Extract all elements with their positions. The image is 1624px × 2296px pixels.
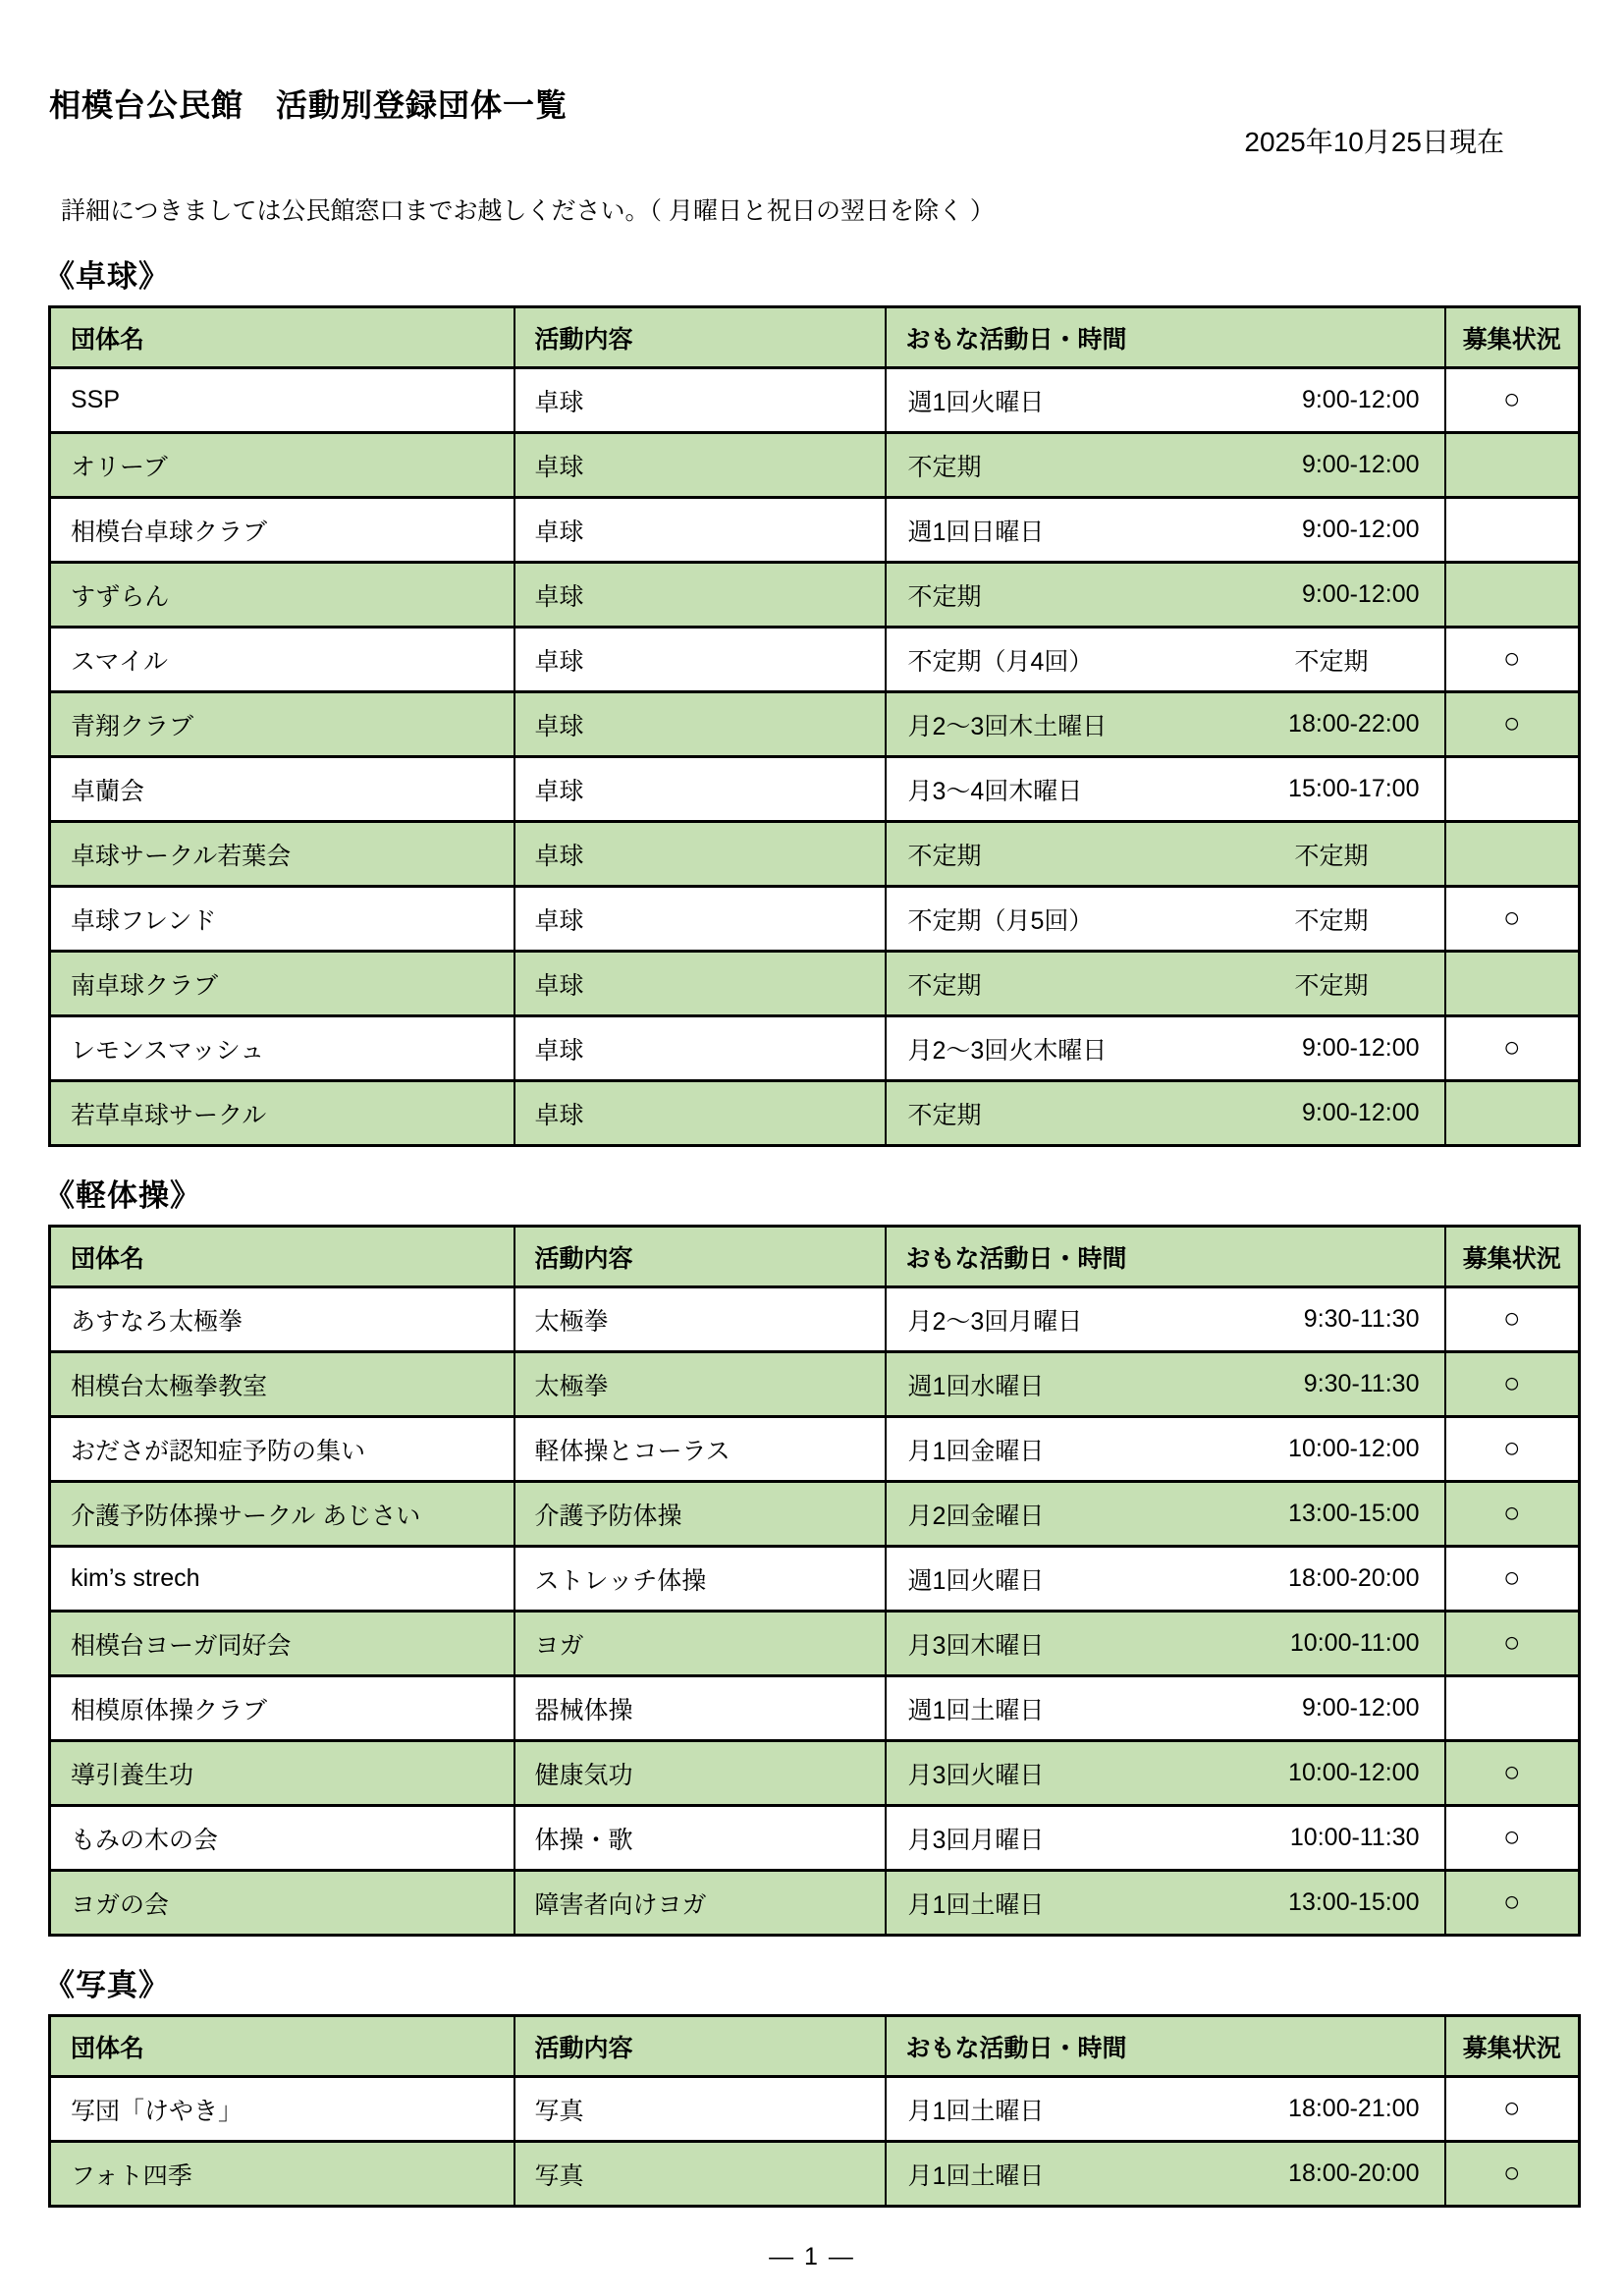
day-time-cell bbox=[886, 1676, 1445, 1741]
column-header-activity: 活動内容 bbox=[514, 1227, 886, 1287]
activity: 軽体操とコーラス bbox=[514, 1417, 886, 1482]
page-title: 相模台公民館 活動別登録団体一覧 bbox=[49, 87, 568, 123]
activity-time: 13:00-15:00 bbox=[1288, 1888, 1420, 1916]
recruit-status bbox=[1445, 952, 1580, 1016]
activity-day: 月1回土曜日 bbox=[907, 2097, 1045, 2125]
group-name: オリーブ bbox=[50, 433, 514, 498]
day-time-cell bbox=[886, 1287, 1445, 1352]
recruit-status bbox=[1445, 757, 1580, 822]
day-time-wrap bbox=[908, 1691, 1420, 1726]
activity-day: 不定期 bbox=[907, 971, 982, 1000]
group-name: 相模台ヨーガ同好会 bbox=[50, 1612, 514, 1676]
activity-day: 月1回土曜日 bbox=[907, 2161, 1045, 2190]
recruit-status: ○ bbox=[1445, 628, 1580, 692]
table-row bbox=[50, 887, 1580, 952]
recruit-status: ○ bbox=[1445, 1612, 1580, 1676]
recruit-status bbox=[1445, 498, 1580, 563]
activity-time: 9:00-12:00 bbox=[1301, 451, 1420, 478]
group-name: すずらん bbox=[50, 563, 514, 628]
activity: ヨガ bbox=[514, 1612, 886, 1676]
day-time-cell bbox=[886, 822, 1445, 887]
column-header-activity: 活動内容 bbox=[514, 307, 886, 368]
day-time-cell bbox=[886, 433, 1445, 498]
activity-section bbox=[44, 1171, 1575, 1937]
group-name: 卓球フレンド bbox=[50, 887, 514, 952]
recruit-status bbox=[1445, 822, 1580, 887]
recruit-status: ○ bbox=[1445, 2142, 1580, 2207]
table-row bbox=[50, 1417, 1580, 1482]
section-heading: 《卓球》 bbox=[44, 259, 170, 294]
group-name: あすなろ太極拳 bbox=[50, 1287, 514, 1352]
groups-table bbox=[48, 305, 1581, 1147]
day-time-cell bbox=[886, 1871, 1445, 1936]
table-row bbox=[50, 1741, 1580, 1806]
activity: 体操・歌 bbox=[514, 1806, 886, 1871]
activity-time: 10:00-12:00 bbox=[1288, 1759, 1420, 1786]
activity: 障害者向けヨガ bbox=[514, 1871, 886, 1936]
activity: 卓球 bbox=[514, 887, 886, 952]
section-heading: 《写真》 bbox=[44, 1968, 170, 2002]
page-number: ― 1 ― bbox=[769, 2243, 855, 2270]
column-header-activity: 活動内容 bbox=[514, 2016, 886, 2077]
recruit-status: ○ bbox=[1445, 692, 1580, 757]
activity-time: 不定期 bbox=[1294, 842, 1369, 870]
table-row bbox=[50, 368, 1580, 433]
group-name: 介護予防体操サークル あじさい bbox=[50, 1482, 514, 1547]
group-name: 導引養生功 bbox=[50, 1741, 514, 1806]
table-row bbox=[50, 692, 1580, 757]
day-time-wrap bbox=[908, 1367, 1420, 1402]
day-time-cell bbox=[886, 952, 1445, 1016]
day-time-cell bbox=[886, 2077, 1445, 2142]
day-time-wrap bbox=[908, 1886, 1420, 1921]
day-time-wrap bbox=[908, 1497, 1420, 1532]
table-row bbox=[50, 2142, 1580, 2207]
table-row bbox=[50, 433, 1580, 498]
group-name: レモンスマッシュ bbox=[50, 1016, 514, 1081]
day-time-cell bbox=[886, 1547, 1445, 1612]
activity-day: 週1回土曜日 bbox=[907, 1696, 1045, 1724]
activity-time: 9:00-12:00 bbox=[1301, 1099, 1420, 1126]
day-time-wrap bbox=[908, 1626, 1420, 1662]
day-time-cell bbox=[886, 692, 1445, 757]
recruit-status bbox=[1445, 1676, 1580, 1741]
day-time-wrap bbox=[908, 513, 1420, 548]
group-name: 卓球サークル若葉会 bbox=[50, 822, 514, 887]
recruit-status bbox=[1445, 1081, 1580, 1146]
column-header-recruit-status: 募集状況 bbox=[1445, 307, 1580, 368]
column-header-recruit-status: 募集状況 bbox=[1445, 1227, 1580, 1287]
day-time-wrap bbox=[908, 1821, 1420, 1856]
day-time-cell bbox=[886, 498, 1445, 563]
activity-time: 9:00-12:00 bbox=[1301, 1694, 1420, 1722]
table-row bbox=[50, 1016, 1580, 1081]
table-row bbox=[50, 1482, 1580, 1547]
activity-day: 不定期 bbox=[907, 842, 982, 870]
activity: 卓球 bbox=[514, 692, 886, 757]
column-header-group-name: 団体名 bbox=[50, 307, 514, 368]
group-name: kim’s strech bbox=[50, 1547, 514, 1612]
activity-day: 週1回火曜日 bbox=[907, 388, 1045, 416]
column-header-day-time: おもな活動日・時間 bbox=[886, 2016, 1445, 2077]
day-time-wrap bbox=[908, 707, 1420, 742]
group-name: ヨガの会 bbox=[50, 1871, 514, 1936]
activity: 卓球 bbox=[514, 822, 886, 887]
recruit-status: ○ bbox=[1445, 1806, 1580, 1871]
recruit-status: ○ bbox=[1445, 1547, 1580, 1612]
activity-time: 9:30-11:30 bbox=[1303, 1370, 1420, 1397]
day-time-wrap bbox=[908, 772, 1420, 807]
day-time-wrap bbox=[908, 1096, 1420, 1131]
activity: 卓球 bbox=[514, 1016, 886, 1081]
activity-time: 不定期 bbox=[1294, 971, 1369, 1000]
activity: 卓球 bbox=[514, 757, 886, 822]
group-name: 南卓球クラブ bbox=[50, 952, 514, 1016]
day-time-cell bbox=[886, 628, 1445, 692]
table-row bbox=[50, 1676, 1580, 1741]
recruit-status: ○ bbox=[1445, 1287, 1580, 1352]
table-header bbox=[50, 1227, 1580, 1287]
table-row bbox=[50, 498, 1580, 563]
recruit-status: ○ bbox=[1445, 368, 1580, 433]
day-time-cell bbox=[886, 2142, 1445, 2207]
header-row bbox=[50, 1227, 1580, 1287]
table-row bbox=[50, 563, 1580, 628]
column-header-group-name: 団体名 bbox=[50, 2016, 514, 2077]
activity-day: 月2～3回月曜日 bbox=[907, 1307, 1083, 1336]
activity-day: 月3回木曜日 bbox=[907, 1631, 1045, 1660]
recruit-status: ○ bbox=[1445, 1016, 1580, 1081]
column-header-day-time: おもな活動日・時間 bbox=[886, 307, 1445, 368]
day-time-wrap bbox=[908, 1432, 1420, 1467]
group-name: スマイル bbox=[50, 628, 514, 692]
recruit-status: ○ bbox=[1445, 1871, 1580, 1936]
day-time-cell bbox=[886, 1417, 1445, 1482]
activity-time: 不定期 bbox=[1294, 647, 1369, 676]
day-time-cell bbox=[886, 1081, 1445, 1146]
day-time-wrap bbox=[908, 1031, 1420, 1066]
table-row bbox=[50, 757, 1580, 822]
group-name: 若草卓球サークル bbox=[50, 1081, 514, 1146]
header-row bbox=[50, 2016, 1580, 2077]
recruit-status bbox=[1445, 433, 1580, 498]
activity-day: 週1回火曜日 bbox=[907, 1566, 1045, 1595]
section-heading: 《軽体操》 bbox=[44, 1178, 201, 1213]
activity: 卓球 bbox=[514, 563, 886, 628]
activity-day: 週1回水曜日 bbox=[907, 1372, 1045, 1400]
table-row bbox=[50, 2077, 1580, 2142]
day-time-wrap bbox=[908, 1561, 1420, 1597]
day-time-cell bbox=[886, 1741, 1445, 1806]
recruit-status: ○ bbox=[1445, 887, 1580, 952]
table-row bbox=[50, 1547, 1580, 1612]
day-time-cell bbox=[886, 1612, 1445, 1676]
day-time-wrap bbox=[908, 902, 1420, 937]
day-time-wrap bbox=[908, 966, 1420, 1002]
day-time-cell bbox=[886, 563, 1445, 628]
activity-time: 13:00-15:00 bbox=[1288, 1500, 1420, 1527]
group-name: おださが認知症予防の集い bbox=[50, 1417, 514, 1482]
day-time-wrap bbox=[908, 2092, 1420, 2127]
day-time-wrap bbox=[908, 2157, 1420, 2192]
table-header bbox=[50, 307, 1580, 368]
day-time-wrap bbox=[908, 383, 1420, 418]
group-name: 青翔クラブ bbox=[50, 692, 514, 757]
activity-time: 不定期 bbox=[1294, 906, 1369, 935]
recruit-status bbox=[1445, 563, 1580, 628]
activity: 卓球 bbox=[514, 628, 886, 692]
activity: 太極拳 bbox=[514, 1287, 886, 1352]
header-row bbox=[50, 307, 1580, 368]
day-time-wrap bbox=[908, 642, 1420, 678]
activity-time: 9:00-12:00 bbox=[1301, 580, 1420, 608]
activity-day: 月1回金曜日 bbox=[907, 1437, 1045, 1465]
document-body bbox=[44, 251, 1575, 2208]
day-time-wrap bbox=[908, 448, 1420, 483]
activity: 卓球 bbox=[514, 498, 886, 563]
table-row bbox=[50, 822, 1580, 887]
group-name: 卓蘭会 bbox=[50, 757, 514, 822]
activity: 写真 bbox=[514, 2142, 886, 2207]
group-name: 相模原体操クラブ bbox=[50, 1676, 514, 1741]
document-subtitle: 詳細につきましては公民館窓口までお越しください。（ 月曜日と祝日の翌日を除く ） bbox=[61, 197, 995, 225]
table-row bbox=[50, 952, 1580, 1016]
group-name: 相模台卓球クラブ bbox=[50, 498, 514, 563]
activity-day: 週1回日曜日 bbox=[907, 518, 1045, 546]
recruit-status: ○ bbox=[1445, 1352, 1580, 1417]
activity-day: 月1回土曜日 bbox=[907, 1890, 1045, 1919]
column-header-group-name: 団体名 bbox=[50, 1227, 514, 1287]
group-name: もみの木の会 bbox=[50, 1806, 514, 1871]
activity-time: 9:30-11:30 bbox=[1303, 1305, 1420, 1333]
table-body bbox=[50, 368, 1580, 1146]
table-row bbox=[50, 628, 1580, 692]
activity-time: 10:00-12:00 bbox=[1288, 1435, 1420, 1462]
group-name: 相模台太極拳教室 bbox=[50, 1352, 514, 1417]
table-body bbox=[50, 2077, 1580, 2207]
activity-time: 9:00-12:00 bbox=[1301, 386, 1420, 413]
day-time-cell bbox=[886, 1806, 1445, 1871]
day-time-cell bbox=[886, 1016, 1445, 1081]
activity-day: 不定期（月5回） bbox=[907, 906, 1094, 935]
activity-time: 10:00-11:30 bbox=[1289, 1824, 1420, 1851]
recruit-status: ○ bbox=[1445, 2077, 1580, 2142]
activity: 太極拳 bbox=[514, 1352, 886, 1417]
day-time-cell bbox=[886, 368, 1445, 433]
column-header-day-time: おもな活動日・時間 bbox=[886, 1227, 1445, 1287]
group-name: 写団「けやき」 bbox=[50, 2077, 514, 2142]
activity-day: 月2～3回火木曜日 bbox=[907, 1036, 1108, 1065]
activity: 卓球 bbox=[514, 433, 886, 498]
table-row bbox=[50, 1287, 1580, 1352]
group-name: フォト四季 bbox=[50, 2142, 514, 2207]
activity-day: 不定期 bbox=[907, 453, 982, 481]
table-header bbox=[50, 2016, 1580, 2077]
day-time-cell bbox=[886, 887, 1445, 952]
activity-section bbox=[44, 251, 1575, 1147]
activity: 卓球 bbox=[514, 952, 886, 1016]
activity-day: 不定期 bbox=[907, 582, 982, 611]
activity-day: 月3～4回木曜日 bbox=[907, 777, 1083, 805]
activity: 器械体操 bbox=[514, 1676, 886, 1741]
activity: 健康気功 bbox=[514, 1741, 886, 1806]
activity-day: 月3回火曜日 bbox=[907, 1761, 1045, 1789]
day-time-wrap bbox=[908, 577, 1420, 613]
activity-time: 18:00-21:00 bbox=[1288, 2095, 1420, 2122]
activity: 卓球 bbox=[514, 1081, 886, 1146]
activity-time: 9:00-12:00 bbox=[1301, 1034, 1420, 1062]
table-row bbox=[50, 1806, 1580, 1871]
day-time-wrap bbox=[908, 837, 1420, 872]
day-time-cell bbox=[886, 1352, 1445, 1417]
activity-time: 18:00-22:00 bbox=[1288, 710, 1420, 738]
activity-time: 15:00-17:00 bbox=[1288, 775, 1420, 802]
group-name: SSP bbox=[50, 368, 514, 433]
table-body bbox=[50, 1287, 1580, 1936]
groups-table bbox=[48, 1225, 1581, 1937]
activity-time: 10:00-11:00 bbox=[1289, 1629, 1420, 1657]
day-time-wrap bbox=[908, 1302, 1420, 1338]
as-of-date: 2025年10月25日現在 bbox=[1244, 127, 1504, 157]
activity: 写真 bbox=[514, 2077, 886, 2142]
recruit-status: ○ bbox=[1445, 1482, 1580, 1547]
activity-time: 18:00-20:00 bbox=[1288, 1564, 1420, 1592]
groups-table bbox=[48, 2014, 1581, 2208]
activity-time: 18:00-20:00 bbox=[1288, 2159, 1420, 2187]
activity: 介護予防体操 bbox=[514, 1482, 886, 1547]
activity: ストレッチ体操 bbox=[514, 1547, 886, 1612]
recruit-status: ○ bbox=[1445, 1741, 1580, 1806]
activity-day: 月3回月曜日 bbox=[907, 1826, 1045, 1854]
table-row bbox=[50, 1081, 1580, 1146]
activity-time: 9:00-12:00 bbox=[1301, 516, 1420, 543]
activity: 卓球 bbox=[514, 368, 886, 433]
recruit-status: ○ bbox=[1445, 1417, 1580, 1482]
day-time-cell bbox=[886, 1482, 1445, 1547]
activity-day: 月2回金曜日 bbox=[907, 1502, 1045, 1530]
activity-day: 不定期（月4回） bbox=[907, 647, 1094, 676]
activity-section bbox=[44, 1960, 1575, 2208]
activity-day: 不定期 bbox=[907, 1101, 982, 1129]
column-header-recruit-status: 募集状況 bbox=[1445, 2016, 1580, 2077]
table-row bbox=[50, 1871, 1580, 1936]
document-header bbox=[49, 81, 1575, 159]
table-row bbox=[50, 1612, 1580, 1676]
table-row bbox=[50, 1352, 1580, 1417]
activity-day: 月2～3回木土曜日 bbox=[907, 712, 1108, 740]
day-time-wrap bbox=[908, 1756, 1420, 1791]
day-time-cell bbox=[886, 757, 1445, 822]
